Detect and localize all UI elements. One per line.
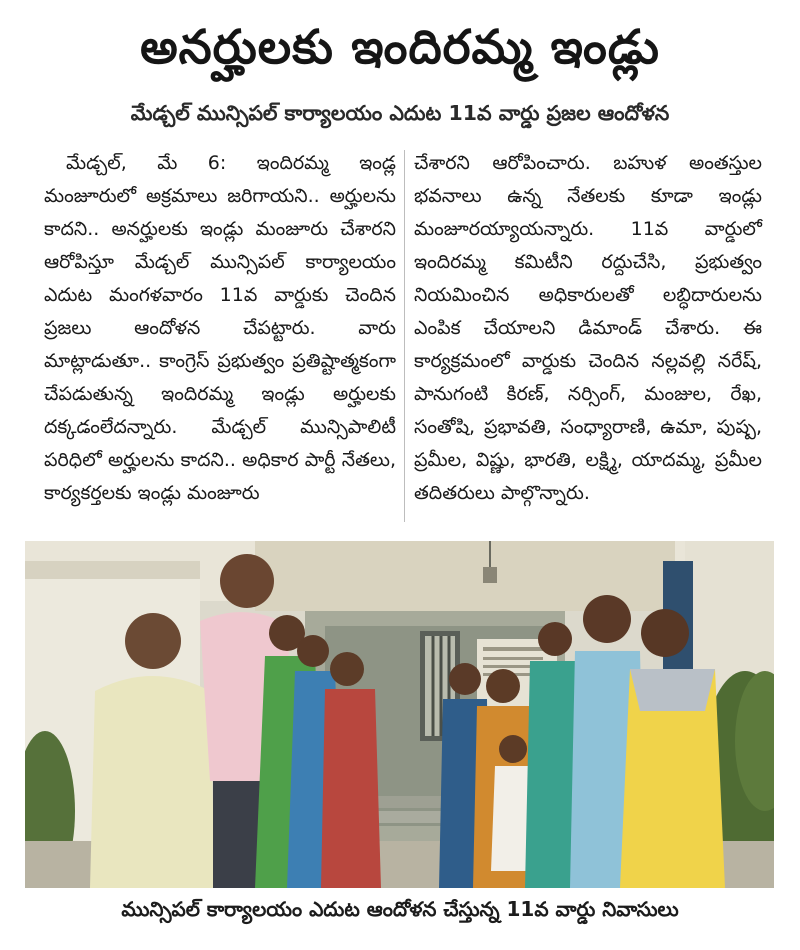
photo-caption: మున్సిపల్ కార్యాలయం ఎదుట ఆందోళన చేస్తున్న 11వ వార్డు నివాసులు xyxy=(121,897,679,921)
article-body-left-column: మేడ్చల్, మే 6: ఇందిరమ్మ ఇండ్ల మంజూరులో అక్రమాలు జరిగాయని.. అర్హులను కాదని.. అనర్హులకు ఇండ్లు మంజూరు చేశారని ఆరోపిస్తూ మేడ్చల్ మున్సిపల్ కార్యాలయం ఎదుట మంగళవారం 11వ వార్డుకు చెందిన ప్రజలు ఆందోళన చేపట్టారు. వారు మాట్లాడుతూ.. కాంగ్రెస్ ప్రభుత్వం ప్రతిష్టాత్మకంగా చేపడుతున్న ఇందిరమ్మ ఇండ్లు అర్హులకు దక్కడంలేదన్నారు. మేడ్చల్ మున్సిపాలిటీ పరిధిలో అర్హులను కాదని.. అధికార పార్టీ నేతలు, కార్యకర్తలకు ఇండ్లు మంజూరు xyxy=(44,152,396,504)
headline: అనర్హులకు ఇందిరమ్మ ఇండ్లు xyxy=(140,20,660,75)
column-divider xyxy=(404,150,405,522)
subheadline: మేడ్చల్ మున్సిపల్ కార్యాలయం ఎదుట 11వ వార్డు ప్రజల ఆందోళన xyxy=(130,101,670,125)
article-body-right-column: చేశారని ఆరోపించారు. బహుళ అంతస్తుల భవనాలు ఉన్న నేతలకు కూడా ఇండ్లు మంజూరయ్యాయన్నారు. 11వ వార్డులో ఇందిరమ్మ కమిటీని రద్దుచేసి, ప్రభుత్వం నియమించిన అధికారులతో లబ్ధిదారులను ఎంపిక చేయాలని డిమాండ్ చేశారు. ఈ కార్యక్రమంలో వార్డుకు చెందిన నల్లవల్లి నరేష్, పానుగంటి కిరణ్, నర్సింగ్, మంజుల, రేఖ, సంతోషి, ప్రభావతి, సంధ్యారాణి, ఉమా, పుష్ప, ప్రమీల, విష్ణు, భారతి, లక్ష్మి, యాదమ్మ, ప్రమీల తదితరులు పాల్గొన్నారు. xyxy=(414,152,762,504)
news-photo xyxy=(25,541,774,888)
